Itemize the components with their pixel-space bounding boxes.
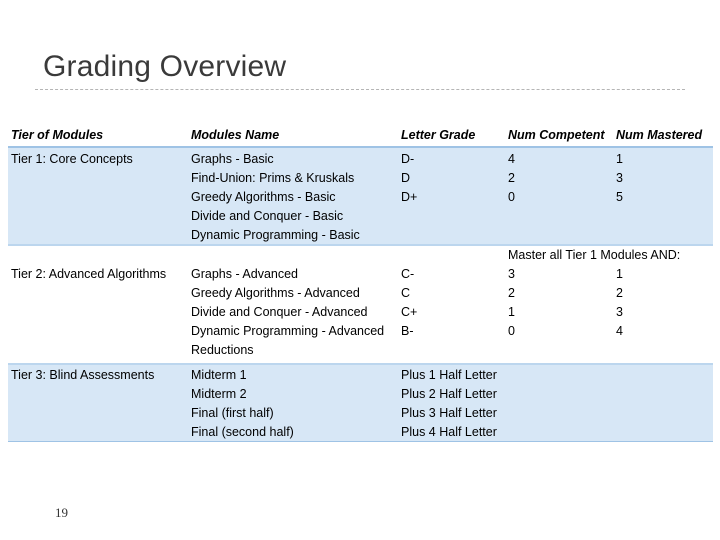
competent-item: 0: [508, 190, 515, 204]
mastered-item: 5: [616, 190, 623, 204]
module-item: Divide and Conquer - Basic: [191, 209, 344, 223]
module-item: Final (second half): [191, 425, 294, 439]
grading-table: [8, 124, 713, 442]
module-list: [191, 265, 384, 360]
header-modules-name: Modules Name: [191, 128, 280, 142]
grade-list: [401, 265, 417, 341]
tier-name: Tier 1: Core Concepts: [11, 152, 133, 166]
title-divider: [35, 89, 685, 90]
tier-2-note: Master all Tier 1 Modules AND:: [508, 248, 681, 262]
header-num-competent: Num Competent: [508, 128, 605, 142]
mastered-list: [616, 265, 623, 341]
grade-item: Plus 3 Half Letter: [401, 406, 497, 420]
competent-item: 4: [508, 152, 515, 166]
table-header-row: [8, 124, 713, 148]
mastered-item: 3: [616, 305, 623, 319]
module-item: Midterm 2: [191, 387, 247, 401]
grade-item: C+: [401, 305, 418, 319]
page-number: 19: [55, 505, 68, 520]
table-row-tier-1: [8, 148, 713, 244]
module-item: Graphs - Advanced: [191, 267, 299, 281]
module-item: Find-Union: Prims & Kruskals: [191, 171, 355, 185]
module-item: Greedy Algorithms - Advanced: [191, 286, 360, 300]
grade-item: Plus 1 Half Letter: [401, 368, 497, 382]
mastered-item: 2: [616, 286, 623, 300]
mastered-list: [616, 150, 623, 207]
mastered-item: 1: [616, 267, 623, 281]
competent-item: 3: [508, 267, 515, 281]
module-item: Midterm 1: [191, 368, 247, 382]
grade-item: D+: [401, 190, 418, 204]
grade-item: D-: [401, 152, 415, 166]
tier-name: Tier 2: Advanced Algorithms: [11, 267, 167, 281]
competent-item: 1: [508, 305, 515, 319]
mastered-item: 3: [616, 171, 623, 185]
grade-item: Plus 2 Half Letter: [401, 387, 497, 401]
grade-item: Plus 4 Half Letter: [401, 425, 497, 439]
competent-list: [508, 150, 515, 207]
header-letter-grade: Letter Grade: [401, 128, 476, 142]
tier-name: Tier 3: Blind Assessments: [11, 368, 155, 382]
module-list: [191, 366, 294, 442]
competent-item: 0: [508, 324, 515, 338]
table-row-tier-2: [8, 244, 713, 365]
module-item: Reductions: [191, 343, 254, 357]
grade-item: C-: [401, 267, 415, 281]
module-item: Greedy Algorithms - Basic: [191, 190, 336, 204]
mastered-item: 4: [616, 324, 623, 338]
grade-list: [401, 150, 417, 207]
mastered-item: 1: [616, 152, 623, 166]
module-item: Divide and Conquer - Advanced: [191, 305, 368, 319]
module-item: Dynamic Programming - Advanced: [191, 324, 385, 338]
header-tier-of-modules: Tier of Modules: [11, 128, 104, 142]
grade-item: C: [401, 286, 411, 300]
competent-list: [508, 265, 515, 341]
competent-item: 2: [508, 171, 515, 185]
module-item: Graphs - Basic: [191, 152, 274, 166]
module-item: Final (first half): [191, 406, 274, 420]
slide-title: Grading Overview: [43, 50, 287, 83]
table-row-tier-3: [8, 365, 713, 442]
grade-list: [401, 366, 497, 442]
grade-item: B-: [401, 324, 414, 338]
header-num-mastered: Num Mastered: [616, 128, 703, 142]
competent-item: 2: [508, 286, 515, 300]
grade-item: D: [401, 171, 411, 185]
module-item: Dynamic Programming - Basic: [191, 228, 360, 242]
module-list: [191, 150, 360, 245]
